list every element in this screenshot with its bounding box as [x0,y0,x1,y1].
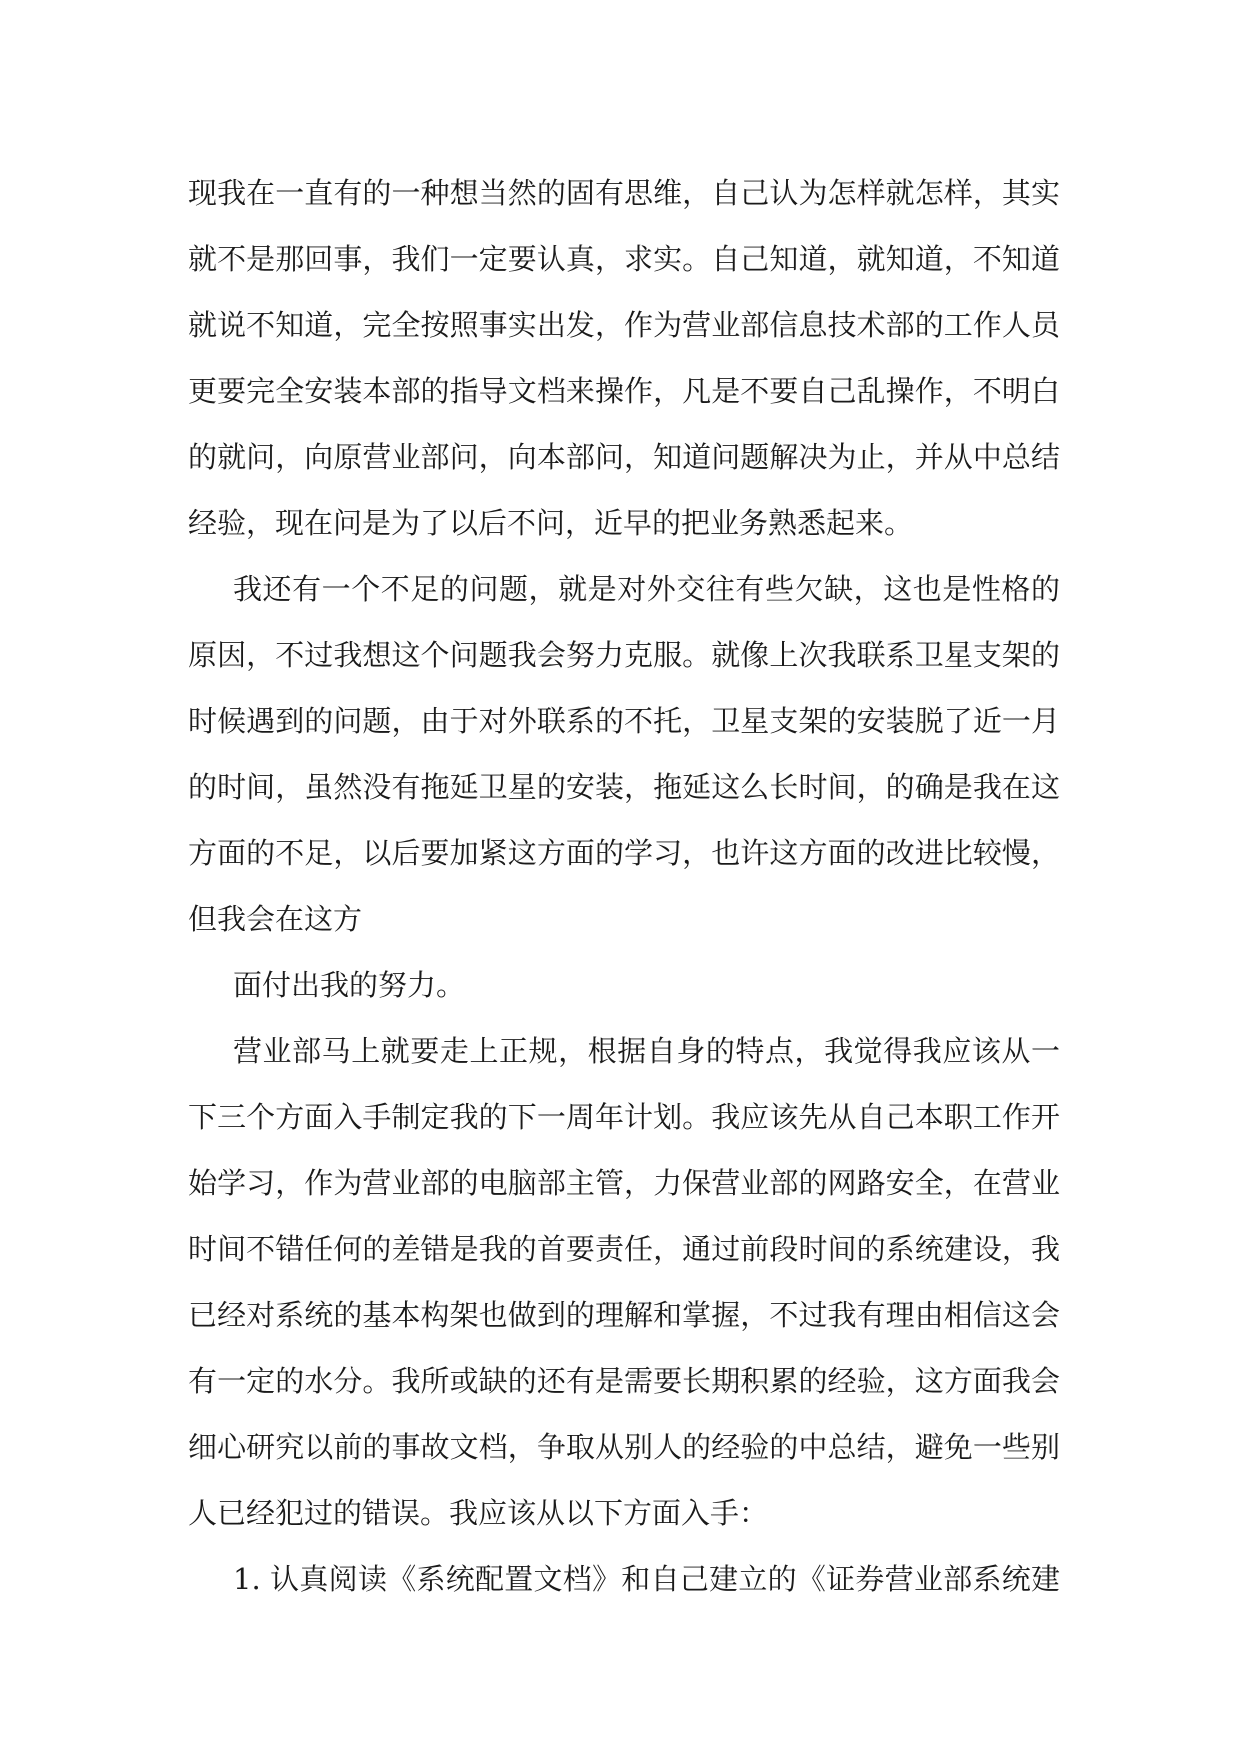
text-line: 始学习，作为营业部的电脑部主管，力保营业部的网路安全，在营业 [188,1166,1060,1200]
text-line: 就说不知道，完全按照事实出发，作为营业部信息技术部的工作人员 [188,308,1060,342]
text-line: 更要完全安装本部的指导文档来操作，凡是不要自己乱操作，不明白 [188,374,1060,408]
text-line: 时候遇到的问题，由于对外联系的不托，卫星支架的安装脱了近一月 [188,704,1060,738]
text-line: 下三个方面入手制定我的下一周年计划。我应该先从自己本职工作开 [188,1100,1060,1134]
text-line: 但我会在这方 [188,902,363,936]
text-line: 时间不错任何的差错是我的首要责任，通过前段时间的系统建设，我 [188,1232,1060,1266]
text-line: 就不是那回事，我们一定要认真，求实。自己知道，就知道，不知道 [188,242,1060,276]
document-body [188,160,1060,1612]
text-line: 原因，不过我想这个问题我会努力克服。就像上次我联系卫星支架的 [188,638,1060,672]
text-line: 营业部马上就要走上正规，根据自身的特点，我觉得我应该从一 [233,1034,1060,1068]
text-line: 经验，现在问是为了以后不问，近早的把业务熟悉起来。 [188,506,914,540]
text-line: 的时间，虽然没有拖延卫星的安装，拖延这么长时间，的确是我在这 [188,770,1060,804]
text-line: 细心研究以前的事故文档，争取从别人的经验的中总结，避免一些别 [188,1430,1060,1464]
text-line: 现我在一直有的一种想当然的固有思维，自己认为怎样就怎样，其实 [188,176,1060,210]
text-line: 1. 认真阅读《系统配置文档》和自己建立的《证券营业部系统建 [233,1562,1060,1596]
text-line: 已经对系统的基本构架也做到的理解和掌握，不过我有理由相信这会 [188,1298,1060,1332]
text-line: 人已经犯过的错误。我应该从以下方面入手： [188,1496,769,1530]
text-line: 面付出我的努力。 [233,968,466,1002]
text-line: 我还有一个不足的问题，就是对外交往有些欠缺，这也是性格的 [233,572,1060,606]
text-line: 有一定的水分。我所或缺的还有是需要长期积累的经验，这方面我会 [188,1364,1060,1398]
text-line: 方面的不足，以后要加紧这方面的学习，也许这方面的改进比较慢， [188,836,1060,870]
text-line: 的就问，向原营业部问，向本部问，知道问题解决为止，并从中总结 [188,440,1060,474]
